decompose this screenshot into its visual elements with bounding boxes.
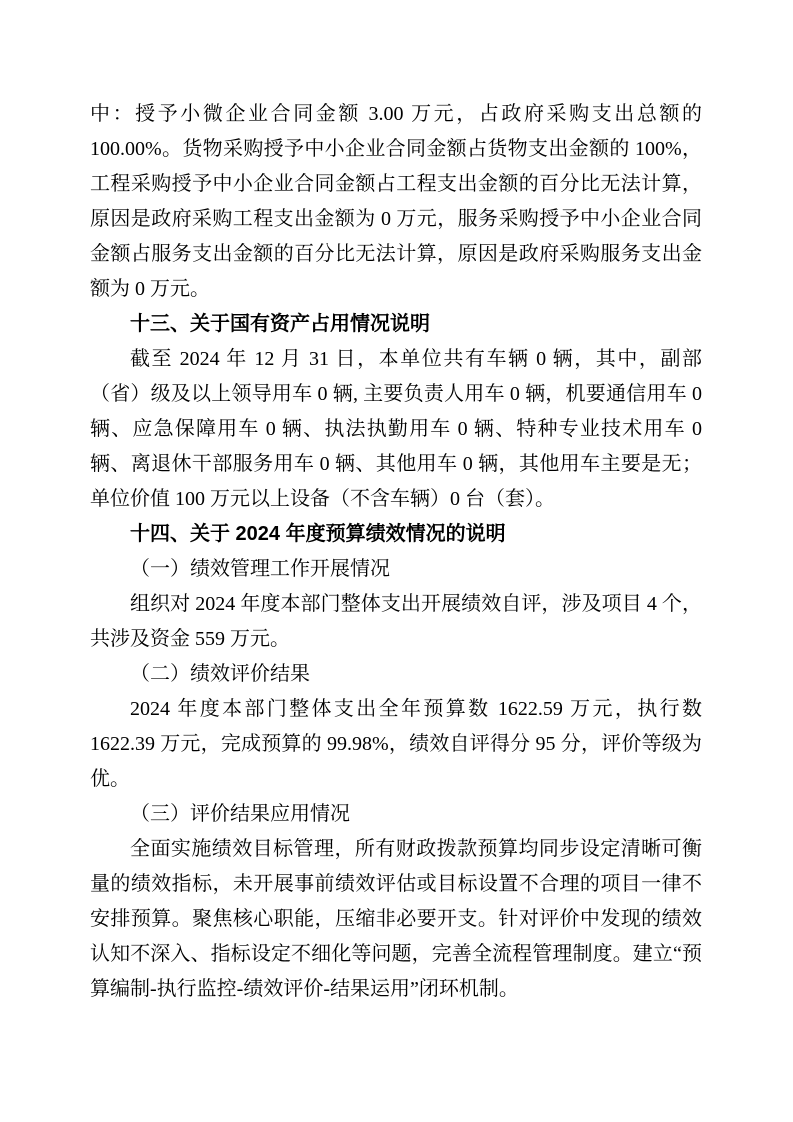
subheading-performance-evaluation-results: （二）绩效评价结果 xyxy=(130,663,310,685)
paragraph-evaluation-results: 2024 年度本部门整体支出全年预算数 1622.59 万元，执行数 1622.39 万元，完成预算的 99.98%，绩效自评得分 95 分，评价等级为优。 xyxy=(90,698,702,790)
section-14-heading: 十四、关于 2024 年度预算绩效情况的说明 xyxy=(130,523,506,545)
paragraph-state-assets-occupancy: 截至 2024 年 12 月 31 日，本单位共有车辆 0 辆，其中，副部（省）级及以上领导用车 0 辆, 主要负责人用车 0 辆，机要通信用车 0 辆、应急保障用车 0 辆、执法执勤用车 0 辆、特种专业技术用车 0 辆、离退休干部服务用车 0 辆、其他用车 0 辆，其他用车主要是无；单位价值 100 万元以上设备（不含车辆）0 台（套）。 xyxy=(90,348,702,510)
paragraph-performance-self-evaluation: 组织对 2024 年度本部门整体支出开展绩效自评，涉及项目 4 个，共涉及资金 559 万元。 xyxy=(90,593,702,650)
subheading-results-application: （三）评价结果应用情况 xyxy=(130,803,350,825)
section-13-heading: 十三、关于国有资产占用情况说明 xyxy=(130,313,430,335)
subheading-performance-management-work: （一）绩效管理工作开展情况 xyxy=(130,558,390,580)
paragraph-results-application: 全面实施绩效目标管理，所有财政拨款预算均同步设定清晰可衡量的绩效指标，未开展事前绩效评估或目标设置不合理的项目一律不安排预算。聚焦核心职能，压缩非必要开支。针对评价中发现的绩效认知不深入、指标设定不细化等问题，完善全流程管理制度。建立“预算编制-执行监控-绩效评价-结果运用”闭环机制。 xyxy=(90,838,702,1000)
paragraph-procurement-continuation: 中：授予小微企业合同金额 3.00 万元，占政府采购支出总额的 100.00%。货物采购授予中小企业合同金额占货物支出金额的 100%，工程采购授予中小企业合同金额占工程支出金额的百分比无法计算，原因是政府采购工程支出金额为 0 万元，服务采购授予中小企业合同金额占服务支出金额的百分比无法计算，原因是政府采购服务支出金额为 0 万元。 xyxy=(90,103,702,300)
